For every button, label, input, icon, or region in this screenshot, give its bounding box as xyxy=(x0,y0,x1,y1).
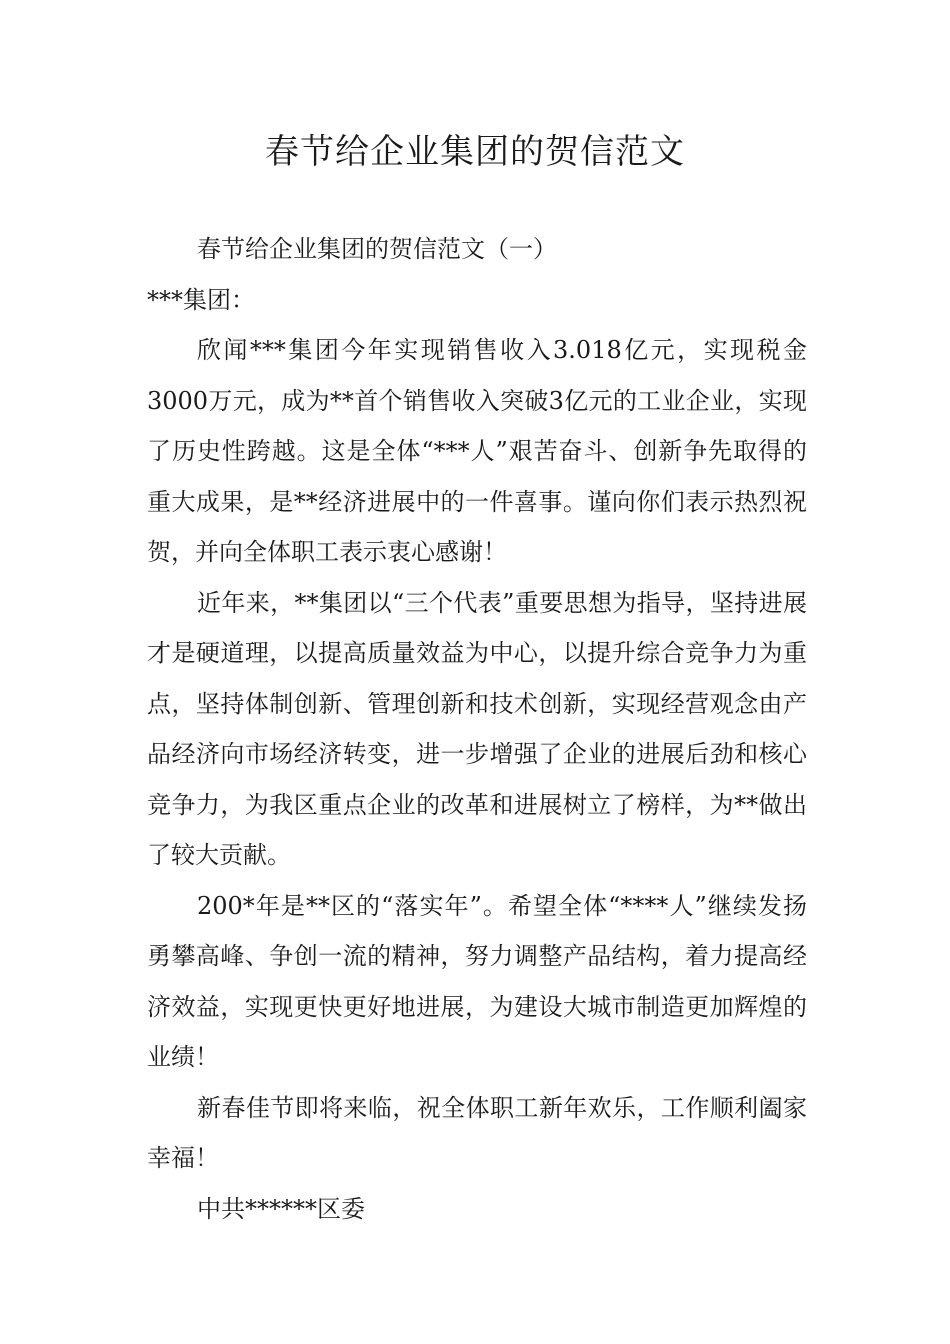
paragraph-3: 200*年是**区的“落实年”。希望全体“****人”继续发扬勇攀高峰、争创一流的精神，努力调整产品结构，着力提高经济效益，实现更快更好地进展，为建设大城市制造更加辉煌的业绩！ xyxy=(147,891,807,1071)
letter-subtitle: 春节给企业集团的贺信范文（一） xyxy=(197,235,557,263)
paragraph-2: 近年来，**集团以“三个代表”重要思想为指导，坚持进展才是硬道理，以提高质量效益为中心，以提升综合竞争力为重点，坚持体制创新、管理创新和技术创新，实现经营观念由产品经济向市场经济转变，进一步增强了企业的进展后劲和核心竞争力，为我区重点企业的改革和进展树立了榜样，为**做出了较大贡献。 xyxy=(147,588,807,869)
document-body xyxy=(147,224,807,1234)
letter-signature: 中共******区委 xyxy=(197,1194,365,1223)
letter-salutation: ***集团： xyxy=(147,285,255,314)
paragraph-1: 欣闻***集团今年实现销售收入3.018亿元，实现税金3000万元，成为**首个销售收入突破3亿元的工业企业，实现了历史性跨越。这是全体“***人”艰苦奋斗、创新争先取得的重大成果，是**经济进展中的一件喜事。谨向你们表示热烈祝贺，并向全体职工表示衷心感谢！ xyxy=(147,336,807,566)
paragraph-4: 新春佳节即将来临，祝全体职工新年欢乐，工作顺利阖家幸福！ xyxy=(147,1093,807,1172)
document-title: 春节给企业集团的贺信范文 xyxy=(265,132,685,172)
